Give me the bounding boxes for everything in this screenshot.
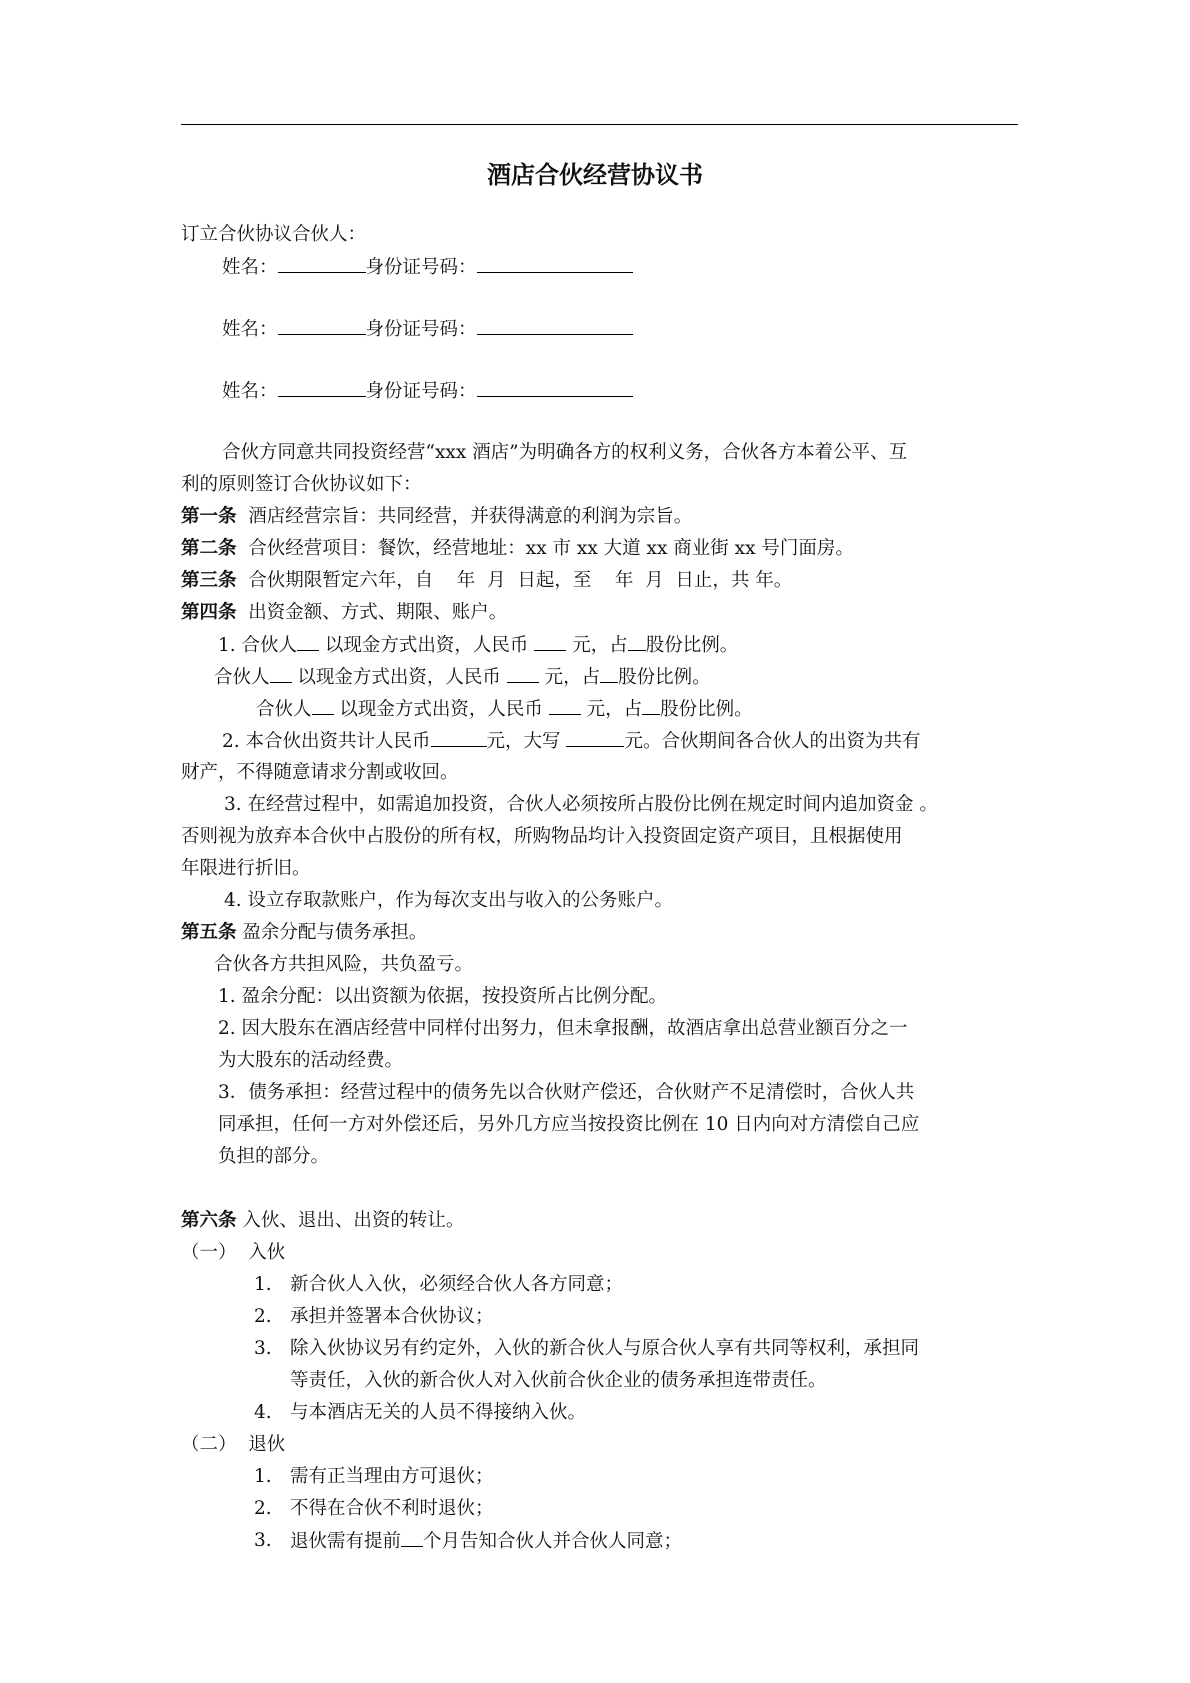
article-2 bbox=[181, 536, 854, 562]
exit-item-num: 1. bbox=[254, 1466, 272, 1487]
id-blank bbox=[477, 316, 633, 335]
capital-partner-3 bbox=[256, 696, 753, 723]
id-label: 身份证号码： bbox=[365, 381, 477, 402]
exit-text: 个月告知合伙人并合伙人同意； bbox=[423, 1531, 683, 1552]
exit-item-text: 不得在合伙不利时退伙； bbox=[290, 1498, 494, 1519]
document-title: 酒店合伙经营协议书 bbox=[487, 161, 703, 189]
capital-suffix: 股份比例。 bbox=[645, 635, 739, 656]
article-text: 合伙经营项目：餐饮，经营地址：xx 市 xx 大道 xx 商业街 xx 号门面房。 bbox=[248, 538, 854, 559]
article-text: 入伙、退出、出资的转让。 bbox=[242, 1210, 465, 1231]
article-label: 第四条 bbox=[181, 602, 237, 623]
article-5 bbox=[181, 920, 427, 946]
name-label: 姓名： bbox=[222, 381, 278, 402]
capital-add-line: 否则视为放弃本合伙中占股份的所有权，所购物品均计入投资固定资产项目，且根据使用 bbox=[181, 826, 903, 847]
capital-unit: 元，占 bbox=[580, 699, 643, 720]
join-item-text: 除入伙协议另有约定外，入伙的新合伙人与原合伙人享有共同等权利，承担同 bbox=[290, 1338, 920, 1359]
capital-unit: 元，占 bbox=[566, 635, 628, 656]
capital-prefix: 合伙人 bbox=[256, 699, 312, 720]
profit-item-2-cont: 为大股东的活动经费。 bbox=[218, 1050, 404, 1071]
capital-partner-1 bbox=[218, 632, 738, 659]
exit-heading-text: 退伙 bbox=[248, 1434, 286, 1455]
amount-blank bbox=[534, 632, 566, 651]
exit-heading-num: （二） bbox=[181, 1434, 237, 1455]
total-amount-blank bbox=[431, 728, 487, 747]
partner-blank bbox=[312, 696, 334, 715]
join-item-text: 与本酒店无关的人员不得接纳入伙。 bbox=[290, 1402, 587, 1423]
months-blank bbox=[401, 1528, 423, 1547]
id-label: 身份证号码： bbox=[365, 319, 477, 340]
partner-blank bbox=[270, 664, 292, 683]
name-label: 姓名： bbox=[222, 319, 278, 340]
total-text: 元。合伙期间各合伙人的出资为共有 bbox=[624, 731, 921, 752]
article-label: 第二条 bbox=[181, 538, 237, 559]
article-6 bbox=[181, 1208, 464, 1234]
profit-item-3: 3．债务承担：经营过程中的债务先以合伙财产偿还，合伙财产不足清偿时，合伙人共 bbox=[218, 1082, 915, 1103]
profit-item-1: 1. 盈余分配：以出资额为依据，按投资所占比例分配。 bbox=[218, 986, 668, 1007]
capital-unit: 元，占 bbox=[538, 667, 601, 688]
intro-line: 利的原则签订合伙协议如下： bbox=[181, 474, 422, 495]
join-item-text: 新合伙人入伙，必须经合伙人各方同意； bbox=[290, 1274, 624, 1295]
capital-partner-2 bbox=[214, 664, 711, 691]
join-item-num: 4. bbox=[254, 1402, 272, 1423]
capital-mid: 以现金方式出资，人民币 bbox=[333, 699, 549, 720]
share-blank bbox=[628, 632, 646, 651]
exit-heading bbox=[181, 1432, 285, 1458]
partner-blank bbox=[297, 632, 319, 651]
party-row bbox=[222, 254, 633, 281]
join-heading bbox=[181, 1240, 285, 1266]
article-label: 第六条 bbox=[181, 1210, 237, 1231]
article-text: 出资金额、方式、期限、账户。 bbox=[248, 602, 508, 623]
capital-total-cont: 财产，不得随意请求分割或收回。 bbox=[181, 762, 459, 783]
name-blank bbox=[278, 316, 366, 335]
exit-item-num: 2. bbox=[254, 1498, 272, 1519]
capital-suffix: 股份比例。 bbox=[618, 667, 711, 688]
total-text: 元，大写 bbox=[486, 731, 567, 752]
join-item-num: 3. bbox=[254, 1338, 272, 1359]
exit-item-num: 3. bbox=[254, 1530, 272, 1551]
article-3 bbox=[181, 568, 792, 594]
join-item-text-cont: 等责任，入伙的新合伙人对入伙前合伙企业的债务承担连带责任。 bbox=[290, 1370, 827, 1391]
total-text: 2. 本合伙出资共计人民币 bbox=[222, 731, 431, 752]
join-item-num: 2. bbox=[254, 1306, 272, 1327]
article-label: 第一条 bbox=[181, 506, 237, 527]
join-item-num: 1. bbox=[254, 1274, 272, 1295]
profit-item-3-cont: 负担的部分。 bbox=[218, 1146, 330, 1167]
article-text: 酒店经营宗旨：共同经营，并获得满意的利润为宗旨。 bbox=[248, 506, 693, 527]
article-label: 第三条 bbox=[181, 570, 237, 591]
capital-prefix: 合伙人 bbox=[214, 667, 270, 688]
party-row bbox=[222, 316, 633, 343]
amount-blank bbox=[507, 664, 539, 683]
join-item-text: 承担并签署本合伙协议； bbox=[290, 1306, 494, 1327]
share-blank bbox=[642, 696, 660, 715]
total-words-blank bbox=[566, 728, 624, 747]
join-heading-num: （一） bbox=[181, 1242, 237, 1263]
id-blank bbox=[477, 254, 633, 273]
party-row bbox=[222, 378, 633, 405]
exit-item-text bbox=[290, 1528, 682, 1555]
article-4 bbox=[181, 600, 507, 626]
capital-suffix: 股份比例。 bbox=[660, 699, 753, 720]
profit-risk: 合伙各方共担风险，共负盈亏。 bbox=[214, 954, 474, 975]
name-label: 姓名： bbox=[222, 257, 278, 278]
capital-mid: 以现金方式出资，人民币 bbox=[291, 667, 507, 688]
join-heading-text: 入伙 bbox=[248, 1242, 286, 1263]
exit-text: 退伙需有提前 bbox=[290, 1531, 402, 1552]
capital-total bbox=[222, 728, 920, 755]
header-rule bbox=[181, 124, 1018, 125]
name-blank bbox=[278, 378, 366, 397]
capital-add-line: 年限进行折旧。 bbox=[181, 858, 311, 879]
id-label: 身份证号码： bbox=[365, 257, 477, 278]
capital-account: 4. 设立存取款账户，作为每次支出与收入的公务账户。 bbox=[224, 890, 674, 911]
profit-item-2: 2. 因大股东在酒店经营中同样付出努力，但未拿报酬，故酒店拿出总营业额百分之一 bbox=[218, 1018, 908, 1039]
id-blank bbox=[477, 378, 633, 397]
profit-item-3-cont: 同承担，任何一方对外偿还后，另外几方应当按投资比例在 10 日内向对方清偿自己应 bbox=[218, 1114, 920, 1135]
capital-mid: 以现金方式出资，人民币 bbox=[319, 635, 535, 656]
name-blank bbox=[278, 254, 366, 273]
amount-blank bbox=[549, 696, 581, 715]
capital-prefix: 1. 合伙人 bbox=[218, 635, 298, 656]
parties-heading: 订立合伙协议合伙人： bbox=[181, 224, 367, 245]
share-blank bbox=[600, 664, 618, 683]
article-1 bbox=[181, 504, 692, 530]
capital-add-line: 3. 在经营过程中，如需追加投资，合伙人必须按所占股份比例在规定时间内追加资金 。 bbox=[224, 794, 938, 815]
article-text: 盈余分配与债务承担。 bbox=[242, 922, 428, 943]
intro-line: 合伙方同意共同投资经营“xxx 酒店”为明确各方的权利义务，合伙各方本着公平、互 bbox=[222, 442, 908, 463]
article-label: 第五条 bbox=[181, 922, 237, 943]
exit-item-text: 需有正当理由方可退伙； bbox=[290, 1466, 494, 1487]
article-text: 合伙期限暂定六年，自 年 月 日起，至 年 月 日止，共 年。 bbox=[248, 570, 793, 591]
